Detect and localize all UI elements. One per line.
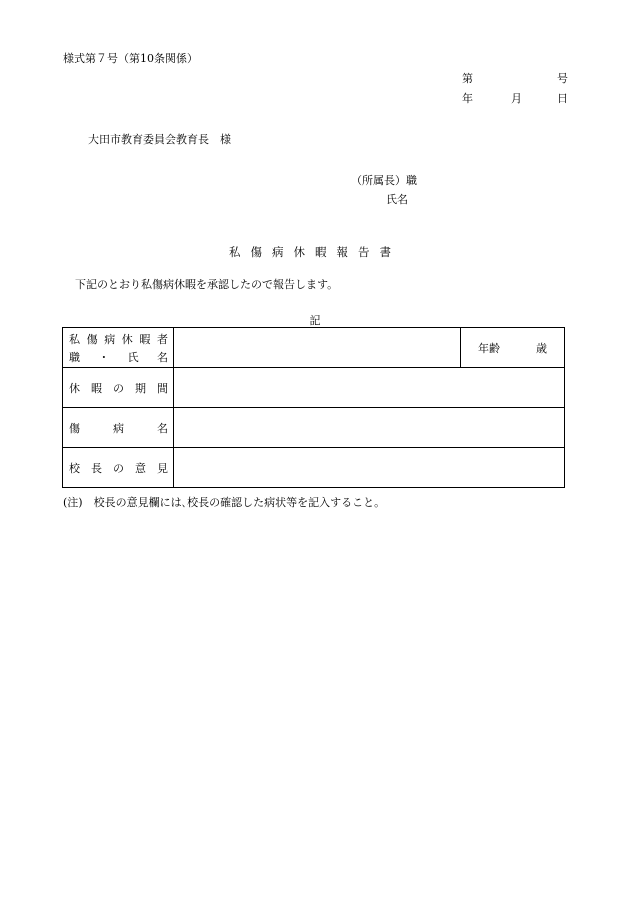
date-year: 年	[462, 92, 473, 105]
footnote: (注) 校長の意見欄には､校長の確認した病状等を記入すること。	[63, 496, 386, 509]
table-row	[63, 328, 565, 368]
date-month: 月	[511, 92, 522, 105]
body-text: 下記のとおり私傷病休暇を承認したので報告します。	[75, 278, 339, 291]
table-row	[63, 368, 565, 408]
number-prefix: 第	[462, 72, 473, 85]
age-unit: 歳	[536, 341, 547, 355]
illness-label-cell	[63, 408, 174, 448]
illness-label: 傷 病 名	[69, 421, 168, 435]
sender-dept-label: （所属長）職	[351, 174, 417, 187]
principal-opinion-label: 校 長 の 意 見	[69, 461, 168, 475]
illness-field[interactable]	[174, 408, 565, 448]
age-label: 年齢	[478, 341, 500, 355]
report-table	[62, 327, 565, 488]
leave-period-field[interactable]	[174, 368, 565, 408]
principal-opinion-field[interactable]	[174, 448, 565, 488]
employee-label-line2: 職 ・ 氏 名	[69, 351, 168, 364]
table-row	[63, 408, 565, 448]
addressee: 大田市教育委員会教育長 様	[88, 133, 231, 146]
employee-name-field[interactable]	[174, 328, 461, 368]
employee-label-line1: 私 傷 病 休 暇 者	[69, 333, 168, 346]
table-row	[63, 448, 565, 488]
form-number-label: 様式第７号（第10条関係）	[63, 52, 198, 65]
ki-heading: 記	[309, 314, 321, 327]
age-cell[interactable]	[461, 328, 565, 368]
leave-period-label: 休 暇 の 期 間	[69, 381, 168, 395]
principal-opinion-label-cell	[63, 448, 174, 488]
date-day: 日	[557, 92, 568, 105]
number-suffix: 号	[557, 72, 568, 85]
sender-name-label: 氏名	[386, 193, 408, 206]
document-title: 私傷病休暇報告書	[229, 245, 401, 259]
leave-period-label-cell	[63, 368, 174, 408]
employee-label-cell	[63, 328, 174, 368]
